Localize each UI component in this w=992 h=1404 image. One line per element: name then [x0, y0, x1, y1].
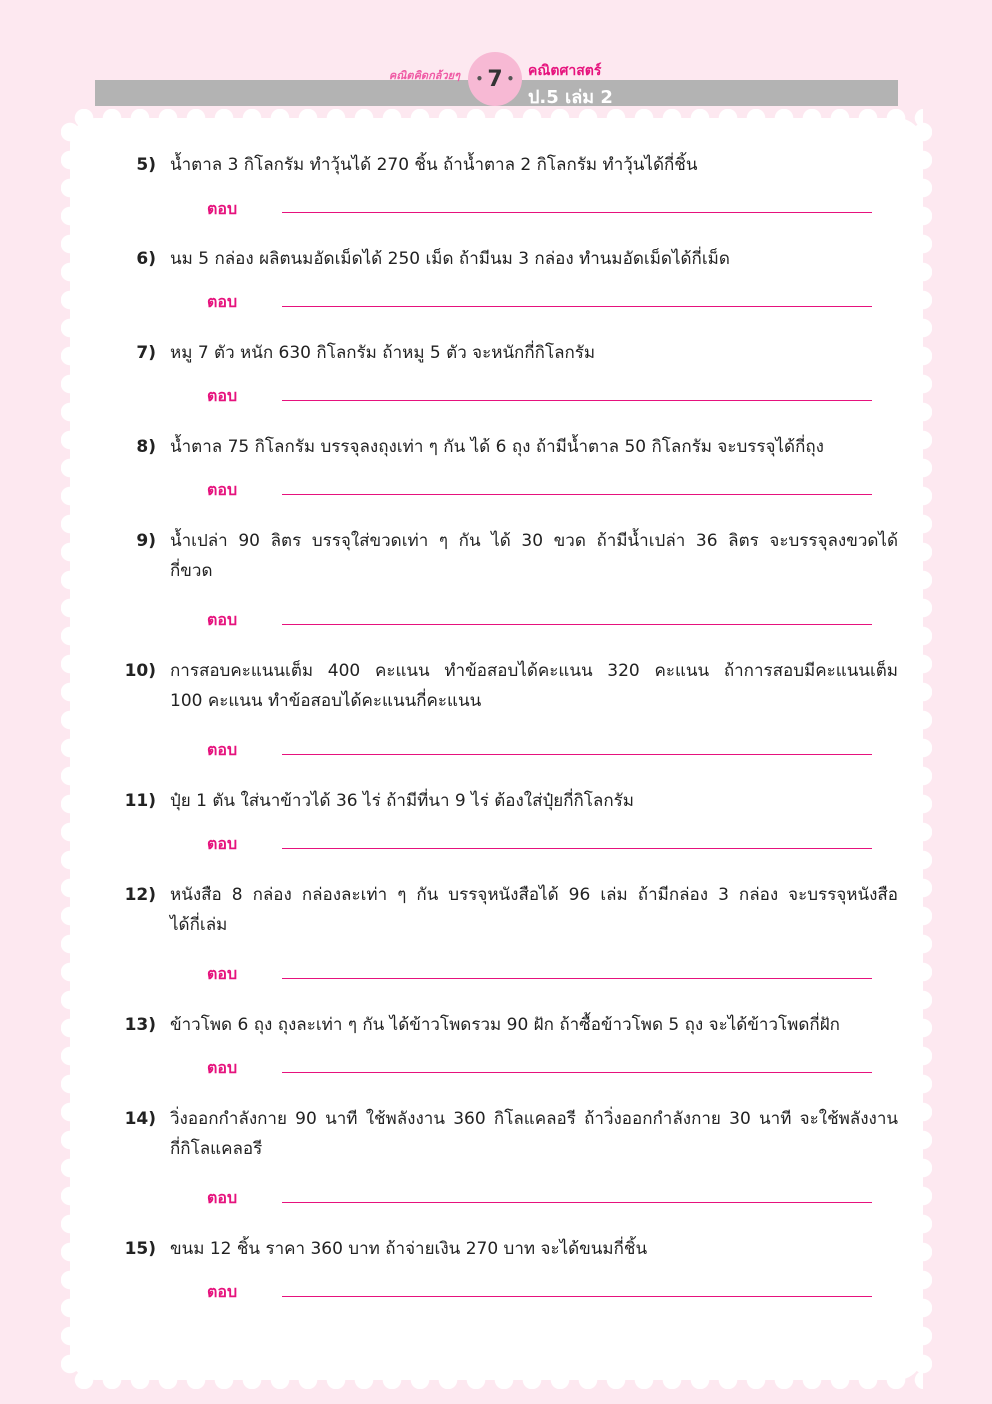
page-number: 7: [487, 66, 503, 92]
question-text-line: กี่ขวด: [170, 561, 213, 581]
question-text: [170, 1104, 898, 1164]
answer-line[interactable]: [282, 978, 872, 979]
answer-line[interactable]: [282, 1202, 872, 1203]
question-number: 13): [124, 1015, 156, 1035]
question-text: นม 5 กล่อง ผลิตนมอัดเม็ดได้ 250 เม็ด ถ้ามีนม 3 กล่อง ทำนมอัดเม็ดได้กี่เม็ด: [170, 249, 730, 269]
question-text: [170, 656, 898, 716]
answer-line[interactable]: [282, 754, 872, 755]
answer-line[interactable]: [282, 400, 872, 401]
answer-line[interactable]: [282, 848, 872, 849]
answer-label: ตอบ: [207, 834, 238, 853]
question-text: ข้าวโพด 6 ถุง ถุงละเท่า ๆ กัน ได้ข้าวโพดรวม 90 ฝัก ถ้าซื้อข้าวโพด 5 ถุง จะได้ข้าวโพดกี่ฝัก: [170, 1015, 840, 1035]
question-text-line: ได้กี่เล่ม: [170, 915, 228, 935]
answer-label: ตอบ: [207, 1282, 238, 1301]
answer-line[interactable]: [282, 494, 872, 495]
page-number-badge: • 7 •: [468, 52, 522, 106]
question-number: 12): [124, 885, 156, 905]
question-number: 15): [124, 1239, 156, 1259]
question-text: น้ำตาล 75 กิโลกรัม บรรจุลงถุงเท่า ๆ กัน ได้ 6 ถุง ถ้ามีน้ำตาล 50 กิโลกรัม จะบรรจุได้กี่ถุง: [170, 437, 824, 457]
answer-label: ตอบ: [207, 386, 238, 405]
answer-label: ตอบ: [207, 199, 238, 218]
answer-label: ตอบ: [207, 480, 238, 499]
question-number: 5): [136, 155, 156, 175]
answer-label: ตอบ: [207, 292, 238, 311]
answer-label: ตอบ: [207, 610, 238, 629]
answer-line[interactable]: [282, 306, 872, 307]
question-text-line: การสอบคะแนนเต็ม 400 คะแนน ทำข้อสอบได้คะแนน 320 คะแนน ถ้าการสอบมีคะแนนเต็ม: [170, 661, 898, 681]
question-text: [170, 880, 898, 940]
question-number: 7): [136, 343, 156, 363]
question-text: น้ำตาล 3 กิโลกรัม ทำวุ้นได้ 270 ชิ้น ถ้าน้ำตาล 2 กิโลกรัม ทำวุ้นได้กี่ชิ้น: [170, 155, 698, 175]
question-text-line: น้ำเปล่า 90 ลิตร บรรจุใส่ขวดเท่า ๆ กัน ได้ 30 ขวด ถ้ามีน้ำเปล่า 36 ลิตร จะบรรจุลงขวดได้: [170, 531, 898, 551]
question-text-line: หนังสือ 8 กล่อง กล่องละเท่า ๆ กัน บรรจุหนังสือได้ 96 เล่ม ถ้ามีกล่อง 3 กล่อง จะบรรจุหนังสือ: [170, 885, 898, 905]
answer-label: ตอบ: [207, 1058, 238, 1077]
question-text: หมู 7 ตัว หนัก 630 กิโลกรัม ถ้าหมู 5 ตัว จะหนักกี่กิโลกรัม: [170, 343, 596, 363]
question-number: 9): [136, 531, 156, 551]
series-title: คณิตคิดกล้วยๆ: [388, 69, 460, 82]
question-text: ขนม 12 ชิ้น ราคา 360 บาท ถ้าจ่ายเงิน 270 บาท จะได้ขนมกี่ชิ้น: [170, 1239, 648, 1259]
grade-label: ป.5 เล่ม 2: [528, 87, 613, 108]
question-text-line: 100 คะแนน ทำข้อสอบได้คะแนนกี่คะแนน: [170, 691, 482, 711]
answer-line[interactable]: [282, 1072, 872, 1073]
answer-label: ตอบ: [207, 1188, 238, 1207]
question-number: 8): [136, 437, 156, 457]
answer-label: ตอบ: [207, 740, 238, 759]
answer-line[interactable]: [282, 1296, 872, 1297]
question-text: [170, 526, 898, 586]
answer-line[interactable]: [282, 624, 872, 625]
question-text-line: กี่กิโลแคลอรี: [170, 1139, 263, 1159]
question-text: ปุ๋ย 1 ตัน ใส่นาข้าวได้ 36 ไร่ ถ้ามีที่นา 9 ไร่ ต้องใส่ปุ๋ยกี่กิโลกรัม: [170, 791, 634, 811]
answer-label: ตอบ: [207, 964, 238, 983]
question-number: 11): [124, 791, 156, 811]
question-number: 10): [124, 661, 156, 681]
subject-title: คณิตศาสตร์: [528, 63, 602, 79]
answer-line[interactable]: [282, 212, 872, 213]
question-number: 6): [136, 249, 156, 269]
question-number: 14): [124, 1109, 156, 1129]
worksheet-card: [70, 118, 923, 1380]
question-text-line: วิ่งออกกำลังกาย 90 นาที ใช้พลังงาน 360 กิโลแคลอรี ถ้าวิ่งออกกำลังกาย 30 นาที จะใช้พลังงาน: [170, 1109, 898, 1129]
